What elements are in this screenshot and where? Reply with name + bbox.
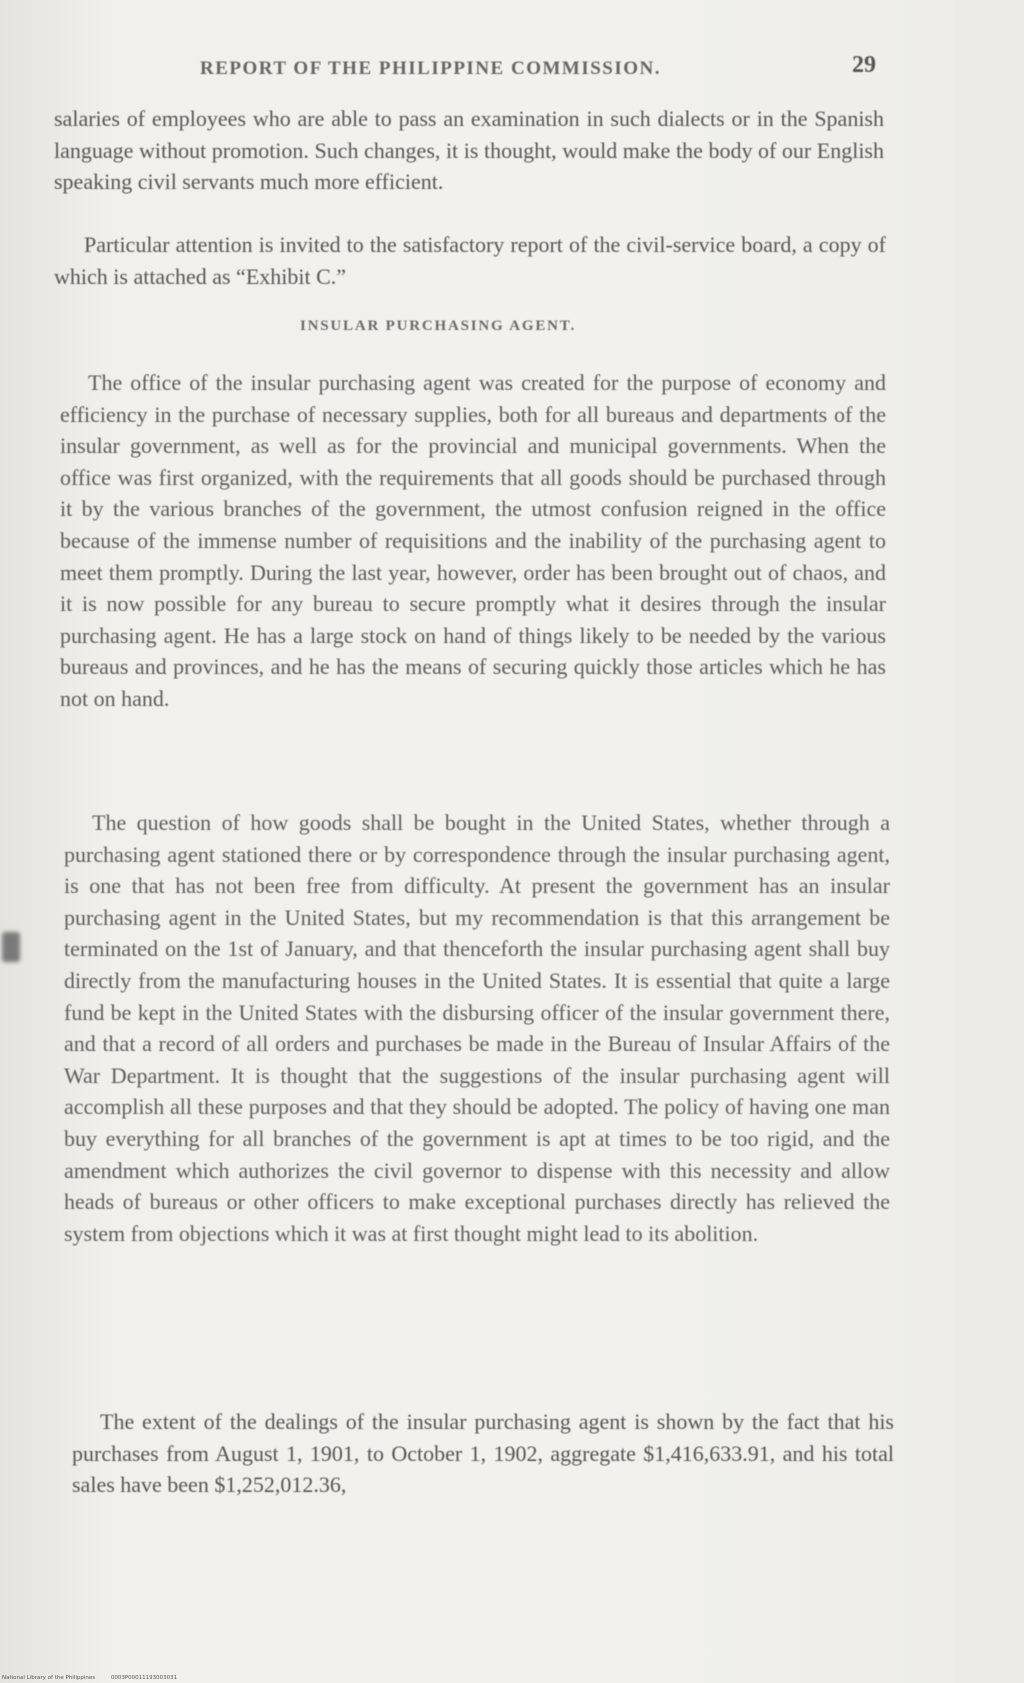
paragraph-1: salaries of employees who are able to pass an examination in such dialects or in the Spanish language without promotion. Such changes, it is thought, would make the body of our English speaking civil servants much more efficient. xyxy=(54,106,884,195)
margin-mark xyxy=(2,932,20,962)
running-head: REPORT OF THE PHILIPPINE COMMISSION. xyxy=(200,58,662,79)
section-heading: INSULAR PURCHASING AGENT. xyxy=(300,318,577,334)
footer-library: National Library of the Philippines xyxy=(2,1675,96,1681)
scan-footer xyxy=(2,1675,191,1681)
paragraph-4: The question of how goods shall be bought in the United States, whether through a purchasing agent stationed there or by correspondence through the insular purchasing agent, is one that has not been free from difficulty. At present the government has an insular purchasing agent in the United States, but my recommendation is that this arrangement be terminated on the 1st of January, and that thenceforth the insular purchasing agent shall buy directly from the manufacturing houses in the United States. It is essential that quite a large fund be kept in the United States with the disbursing officer of the insular government there, and that a record of all orders and purchases be made in the Bureau of Insular Affairs of the War Department. It is thought that the suggestions of the insular purchasing agent will accomplish all these purposes and that they should be adopted. The policy of having one man buy everything for all branches of the government is apt at times to be too rigid, and the amendment which authorizes the civil governor to dispense with this necessity and allow heads of bureaus or other officers to make exceptional purchases directly has relieved the system from objections which it was at first thought might lead to its abolition. xyxy=(64,810,890,1246)
page-number: 29 xyxy=(852,52,876,78)
paragraph-5: The extent of the dealings of the insular purchasing agent is shown by the fact that his purchases from August 1, 1901, to October 1, 1902, aggregate $1,416,633.91, and his total sales have been $1,252,012.36, xyxy=(72,1409,894,1498)
paragraph-2: Particular attention is invited to the satisfactory report of the civil-service board, a copy of which is attached as “Exhibit C.” xyxy=(54,232,886,289)
footer-code: 0003P00011193003031 xyxy=(110,1675,178,1681)
paragraph-3: The office of the insular purchasing agent was created for the purpose of economy and efficiency in the purchase of necessary supplies, both for all bureaus and departments of the insular government, as well as for the provincial and municipal governments. When the office was first organized, with the requirements that all goods should be purchased through it by the various branches of the government, the utmost confusion reigned in the office because of the immense number of requisitions and the inability of the purchasing agent to meet them promptly. During the last year, however, order has been brought out of chaos, and it is now possible for any bureau to secure promptly what it desires through the insular purchasing agent. He has a large stock on hand of things likely to be needed by the various bureaus and provinces, and he has the means of securing quickly those articles which he has not on hand. xyxy=(60,370,886,711)
